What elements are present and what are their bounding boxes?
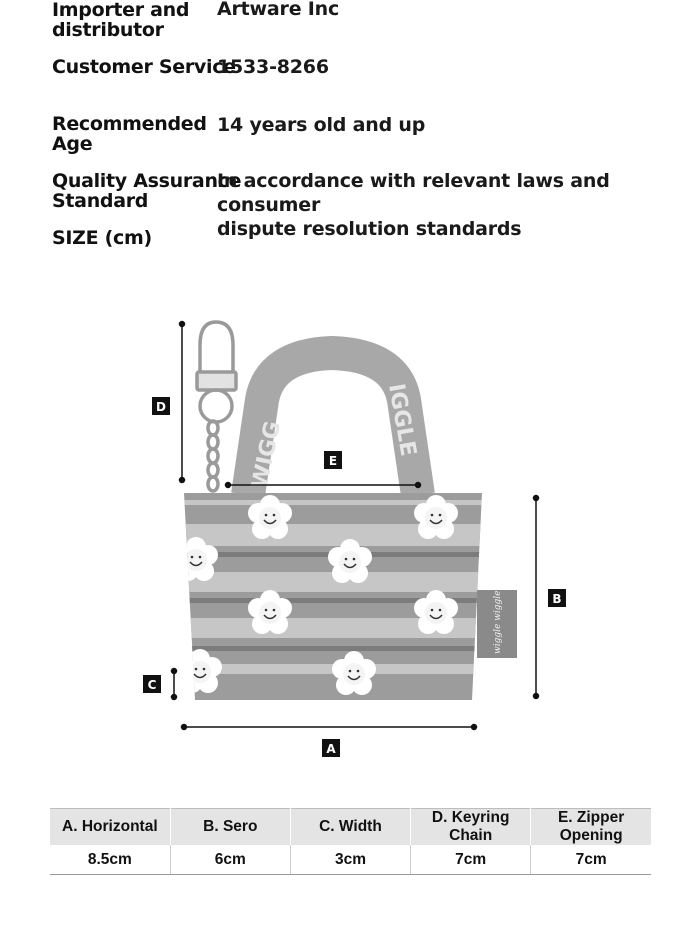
header-width: C. Width xyxy=(290,809,410,846)
size-table-header-row xyxy=(50,809,651,846)
marker-e xyxy=(324,451,342,469)
spec-label-quality-assurance: Quality Assurance Standard xyxy=(52,170,242,212)
strap-text-right: IGGLE xyxy=(383,381,421,459)
marker-d xyxy=(152,397,170,415)
value-keyring-chain: 7cm xyxy=(411,845,531,875)
spec-label-recommended-age: Recommended Age xyxy=(52,113,207,155)
value-width: 3cm xyxy=(290,845,410,875)
svg-text:C: C xyxy=(147,678,157,692)
value-horizontal: 8.5cm xyxy=(50,845,170,875)
marker-b xyxy=(548,589,566,607)
svg-text:D: D xyxy=(156,400,166,414)
value-sero: 6cm xyxy=(170,845,290,875)
keyring-clip xyxy=(197,322,236,491)
value-zipper-opening: 7cm xyxy=(531,845,651,875)
svg-text:A: A xyxy=(326,742,336,756)
size-heading: SIZE (cm) xyxy=(52,227,152,249)
strap-text-left: WIGG xyxy=(247,418,287,492)
spec-value-customer-service: 1533-8266 xyxy=(217,56,329,78)
bag-body xyxy=(174,490,490,705)
header-zipper-opening: E. Zipper Opening xyxy=(531,809,651,846)
tag-text: wiggle wiggle xyxy=(493,590,503,654)
header-keyring-chain: D. Keyring Chain xyxy=(411,809,531,846)
spec-label-importer: Importer and distributor xyxy=(52,0,190,41)
size-table-value-row xyxy=(50,845,651,875)
brand-tag xyxy=(477,590,517,658)
size-table xyxy=(50,808,651,875)
spec-label-customer-service: Customer Service xyxy=(52,56,236,78)
svg-text:E: E xyxy=(328,454,338,468)
spec-value-quality-assurance: In accordance with relevant laws and consumer dispute resolution standards xyxy=(217,170,610,240)
spec-value-importer: Artware Inc xyxy=(217,0,340,20)
header-sero: B. Sero xyxy=(170,809,290,846)
spec-value-recommended-age: 14 years old and up xyxy=(217,114,426,136)
header-horizontal: A. Horizontal xyxy=(50,809,170,846)
bag-handle xyxy=(247,353,420,495)
svg-text:B: B xyxy=(552,592,562,606)
marker-c xyxy=(143,675,161,693)
marker-a xyxy=(322,739,340,757)
product-dimension-figure xyxy=(0,300,700,770)
